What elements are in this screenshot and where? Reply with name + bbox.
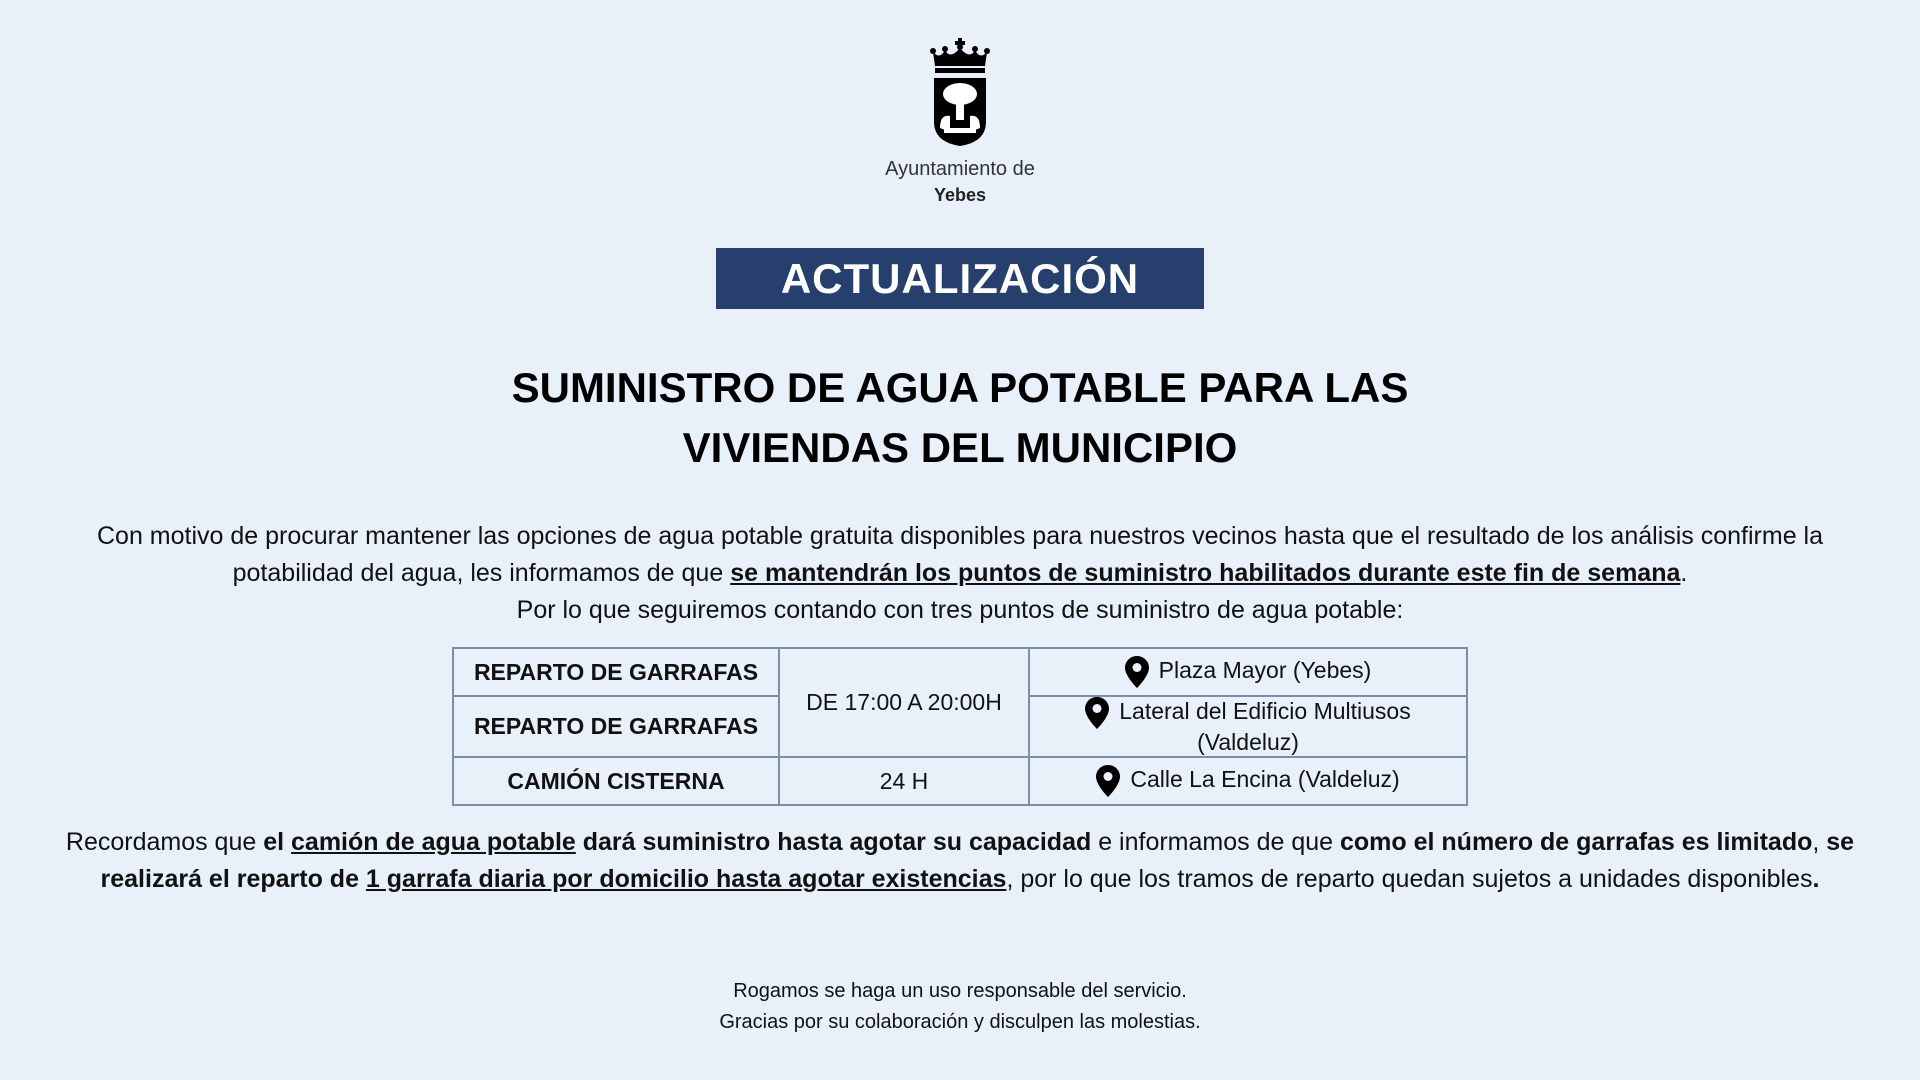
location-label: Calle La Encina (Valdeluz) xyxy=(1130,766,1400,793)
location-label: Lateral del Edificio Multiusos (Valdeluz) xyxy=(1119,698,1411,755)
supply-hours: DE 17:00 A 20:00H xyxy=(779,648,1029,757)
municipal-logo xyxy=(0,36,1920,206)
intro-emphasis: se mantendrán los puntos de suministro habilitados durante este fin de semana xyxy=(730,559,1681,587)
closing-line-1: Rogamos se haga un uso responsable del servicio. xyxy=(733,980,1187,1002)
table-row xyxy=(453,648,1467,696)
org-name: Yebes xyxy=(933,185,987,205)
title-line-1: SUMINISTRO DE AGUA POTABLE PARA LAS xyxy=(511,364,1409,411)
table-row xyxy=(453,757,1467,805)
org-prefix: Ayuntamiento de xyxy=(885,158,1035,180)
location-pin-icon xyxy=(1096,765,1120,797)
notice-text: e informamos de que xyxy=(1091,828,1340,856)
supply-hours: 24 H xyxy=(779,757,1029,805)
supply-location xyxy=(1029,696,1467,757)
intro-text-3: Por lo que seguiremos contando con tres puntos de suministro de agua potable: xyxy=(516,596,1404,624)
closing-message xyxy=(0,976,1920,1038)
page-title xyxy=(0,358,1920,478)
notice-bold: dará suministro hasta agotar su capacidad xyxy=(575,828,1092,856)
notice-emphasis: camión de agua potable xyxy=(291,828,576,856)
location-pin-icon xyxy=(1125,656,1149,688)
notice-paragraph xyxy=(60,824,1860,898)
supply-location xyxy=(1029,648,1467,696)
intro-text-1: Con motivo de procurar mantener las opciones de agua potable gratuita disponibles para nuestros vecinos hasta que el resultado de los análisis confirme la potabilidad del agua, les informamos de que xyxy=(96,522,1824,587)
location-label: Plaza Mayor (Yebes) xyxy=(1158,657,1372,684)
supply-type: CAMIÓN CISTERNA xyxy=(453,757,779,805)
notice-bold: . xyxy=(1812,865,1820,893)
title-line-2: VIVIENDAS DEL MUNICIPIO xyxy=(682,424,1238,471)
supply-location xyxy=(1029,757,1467,805)
supply-points-table xyxy=(452,647,1468,806)
coat-of-arms-icon xyxy=(930,36,990,148)
notice-bold: el xyxy=(263,828,292,856)
supply-type: REPARTO DE GARRAFAS xyxy=(453,696,779,757)
notice-text: , xyxy=(1812,828,1827,856)
supply-type: REPARTO DE GARRAFAS xyxy=(453,648,779,696)
location-pin-icon xyxy=(1085,697,1109,729)
notice-text: Recordamos que xyxy=(65,828,264,856)
notice-text: , por lo que los tramos de reparto quedan sujetos a unidades disponibles xyxy=(1006,865,1813,893)
update-banner: ACTUALIZACIÓN xyxy=(716,248,1204,309)
closing-line-2: Gracias por su colaboración y disculpen las molestias. xyxy=(719,1011,1201,1033)
intro-paragraph xyxy=(60,518,1860,629)
notice-emphasis: 1 garrafa diaria por domicilio hasta agotar existencias xyxy=(365,865,1007,893)
notice-bold: como el número de garrafas es limitado xyxy=(1340,828,1813,856)
notice-bold: se realizará el reparto de xyxy=(100,828,1855,893)
intro-text-2: . xyxy=(1680,559,1688,587)
